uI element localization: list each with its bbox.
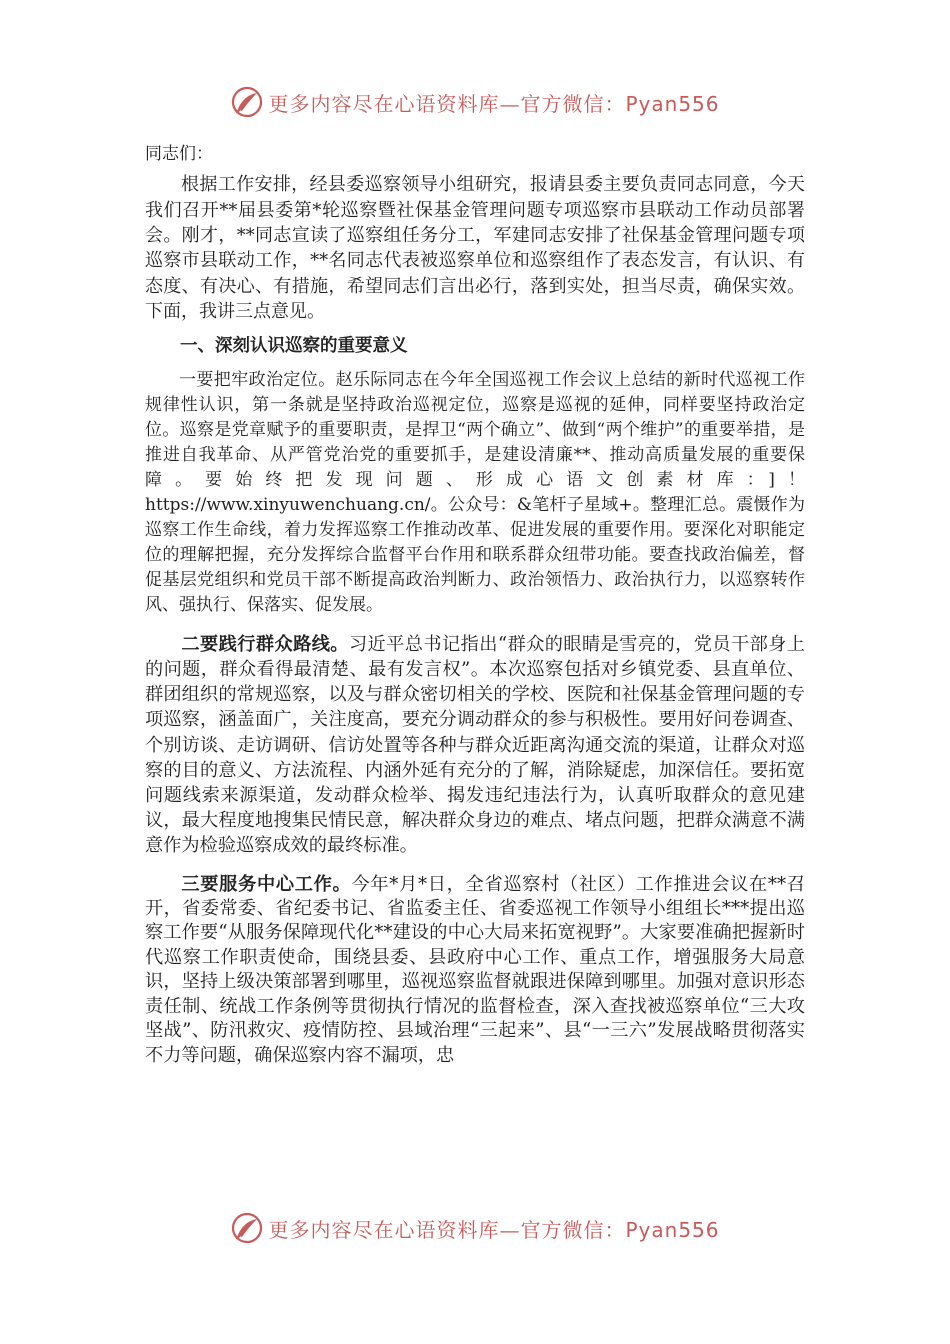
header-banner [0,82,950,122]
document-body [145,142,805,1082]
paragraph-body: 今年*月*日，全省巡察村（社区）工作推进会议在**召开，省委常委、省纪委书记、省监委主任、省委巡视工作领导小组组长***提出巡察工作要“从服务保障现代化**建设的中心大局来拓宽视野”。大家要准确把握新时代巡察工作职责使命，围绕县委、县政府中心工作、重点工作，增强服务大局意识，坚持上级决策部署到哪里，巡视巡察监督就跟进保障到哪里。加强对意识形态责任制、统战工作条例等贯彻执行情况的监督检查，深入查找被巡察单位“三大攻坚战”、防汛救灾、疫情防控、县域治理“三起来”、县“一三六”发展战略贯彻落实不力等问题，确保巡察内容不漏项，忠 [145,873,805,1066]
section-heading-1: 一、深刻认识巡察的重要意义 [180,335,408,356]
paragraph-body: 习近平总书记指出“群众的眼睛是雪亮的，党员干部身上的问题，群众看得最清楚、最有发言权”。本次巡察包括对乡镇党委、县直单位、群团组织的常规巡察，以及与群众密切相关的学校、医院和社保基金管理问题的专项巡察，涵盖面广，关注度高，要充分调动群众的参与积极性。要用好问卷调查、个别访谈、走访调研、信访处置等各种与群众近距离沟通交流的渠道，让群众对巡察的目的意义、方法流程、内涵外延有充分的了解，消除疑虑，加深信任。要拓宽问题线索来源渠道，发动群众检举、揭发违纪违法行为，认真听取群众的意见建议，最大程度地搜集民情民意，解决群众身边的难点、堵点问题，把群众满意不满意作为检验巡察成效的最终标准。 [145,633,805,857]
brush-logo-icon [230,85,264,119]
banner-text: 更多内容尽在心语资料库—官方微信：Pyan556 [268,1217,720,1242]
paragraph-lead: 二要践行群众路线。 [181,633,349,655]
footer-banner [0,1208,950,1248]
intro-paragraph: 根据工作安排，经县委巡察领导小组研究，报请县委主要负责同志同意，今天我们召开**届县委第*轮巡察暨社保基金管理问题专项巡察市县联动工作动员部署会。刚才，**同志宣读了巡察组任务分工，军建同志安排了社保基金管理问题专项巡察市县联动工作，**名同志代表被巡察单位和巡察组作了表态发言，有认识、有态度、有决心、有措施，希望同志们言出必行，落到实处，担当尽责，确保实效。下面，我讲三点意见。 [145,174,805,323]
brush-logo-icon [230,1211,264,1245]
paragraph-lead: 三要服务中心工作。 [181,873,352,895]
paragraph-central-work [145,873,805,1068]
banner-text: 更多内容尽在心语资料库—官方微信：Pyan556 [268,91,720,116]
salutation: 同志们： [145,144,213,164]
paragraph-mass-line [145,632,805,859]
paragraph-political-positioning: 一要把牢政治定位。赵乐际同志在今年全国巡视工作会议上总结的新时代巡视工作规律性认识，第一条就是坚持政治巡视定位，巡察是巡视的延伸，同样要坚持政治定位。巡察是党章赋予的重要职责，是捍卫“两个确立”、做到“两个维护”的重要举措，是推进自我革命、从严管党治党的重要抓手，是建设清廉**、推动高质量发展的重要保障。要始终把发现问题、形成心语文创素材库：]！https://www.xinyuwenchuang.cn/。公众号：&笔杆子星域+。整理汇总。震慑作为巡察工作生命线，着力发挥巡察工作推动改革、促进发展的重要作用。要深化对职能定位的理解把握，充分发挥综合监督平台作用和联系群众纽带功能。要查找政治偏差，督促基层党组织和党员干部不断提高政治判断力、政治领悟力、政治执行力，以巡察转作风、强执行、保落实、促发展。 [145,369,805,615]
